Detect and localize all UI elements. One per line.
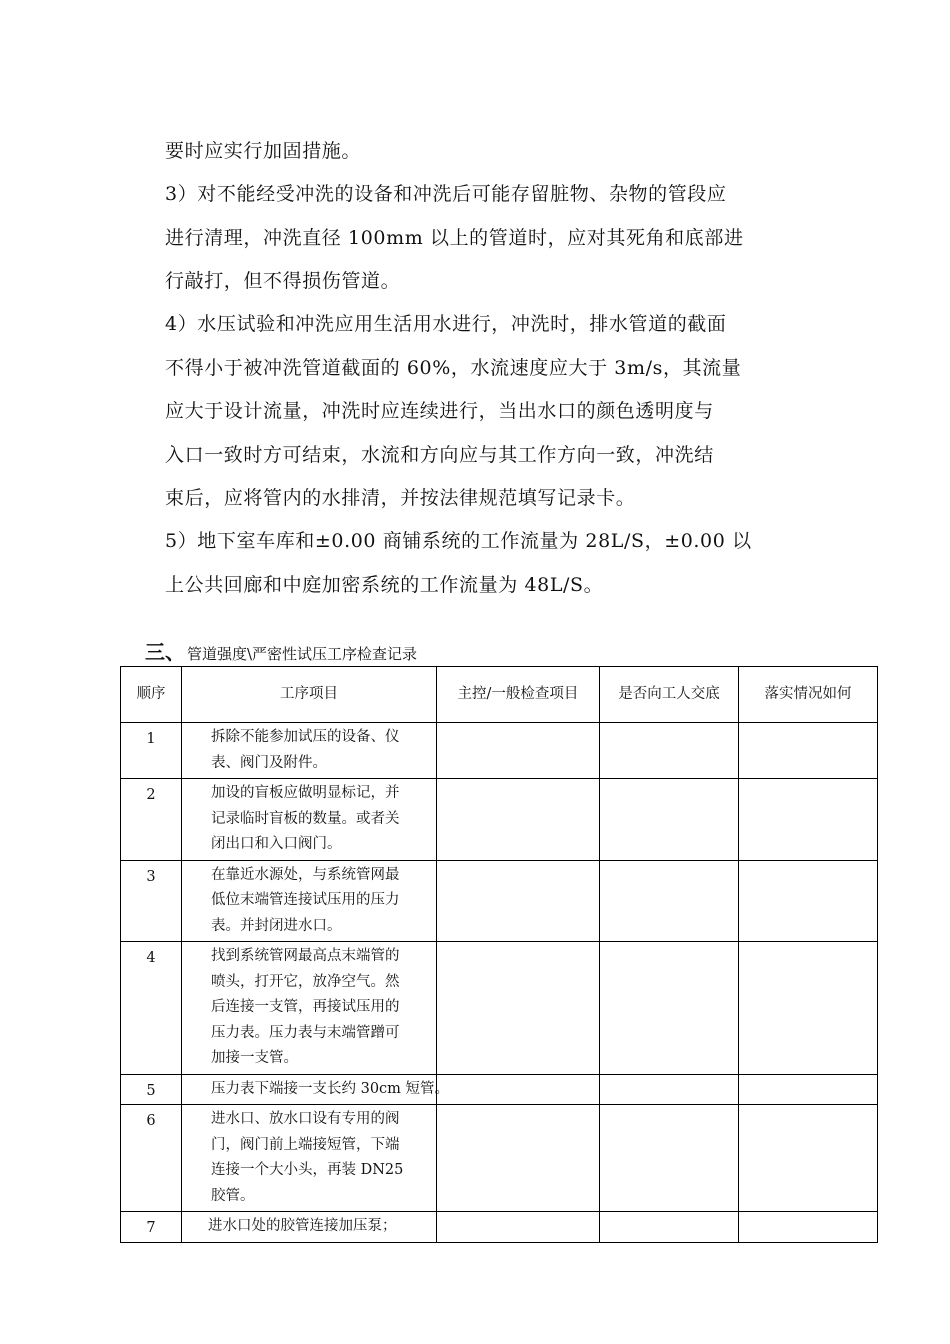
text-line: 要时应实行加固措施。	[165, 140, 362, 162]
cell-line: 后连接一支管，再接试压用的	[211, 999, 400, 1015]
paragraph-3	[165, 303, 805, 521]
implementation-cell[interactable]	[739, 1074, 878, 1105]
procedure-cell	[182, 1212, 437, 1243]
cell-line: 低位末端管连接试压用的压力	[211, 892, 400, 908]
row-number: 4	[121, 942, 182, 1075]
header-implementation: 落实情况如何	[739, 667, 878, 723]
section-heading	[145, 636, 417, 665]
table-row	[121, 1074, 878, 1105]
briefed-cell[interactable]	[600, 1105, 739, 1212]
cell-line: 进水口处的胶管连接加压泵；	[208, 1218, 397, 1234]
check-items-cell[interactable]	[437, 723, 600, 779]
briefed-cell[interactable]	[600, 1212, 739, 1243]
cell-line: 门，阀门前上端接短管，下端	[211, 1136, 400, 1153]
table-row	[121, 1105, 878, 1212]
briefed-cell[interactable]	[600, 779, 739, 861]
paragraph-4	[165, 520, 805, 607]
text-line: 行敲打，但不得损伤管道。	[165, 270, 401, 292]
cell-line: 加接一支管。	[211, 1050, 298, 1066]
header-procedure: 工序项目	[182, 667, 437, 723]
row-number: 1	[121, 723, 182, 779]
cell-line: 拆除不能参加试压的设备、仪	[211, 729, 400, 745]
procedure-cell	[182, 860, 437, 942]
cell-line: 表、阀门及附件。	[211, 754, 327, 771]
paragraph-2	[165, 173, 805, 304]
cell-line: 胶管。	[211, 1187, 255, 1204]
text-line: 3）对不能经受冲洗的设备和冲洗后可能存留脏物、杂物的管段应	[165, 183, 727, 205]
cell-line: 进水口、放水口设有专用的阀	[211, 1111, 400, 1127]
header-check-items: 主控/一般检查项目	[437, 667, 600, 723]
table-row	[121, 723, 878, 779]
procedure-cell	[182, 779, 437, 861]
implementation-cell[interactable]	[739, 1105, 878, 1212]
text-line: 不得小于被冲洗管道截面的 60%，水流速度应大于 3m/s，其流量	[165, 356, 742, 379]
text-line: 4）水压试验和冲洗应用生活用水进行，冲洗时，排水管道的截面	[165, 313, 727, 335]
header-order: 顺序	[121, 667, 182, 723]
header-briefed-workers: 是否向工人交底	[600, 667, 739, 723]
implementation-cell[interactable]	[739, 942, 878, 1075]
cell-line: 表。并封闭进水口。	[211, 917, 342, 934]
paragraph-1	[165, 130, 805, 174]
briefed-cell[interactable]	[600, 860, 739, 942]
procedure-cell	[182, 942, 437, 1075]
check-items-cell[interactable]	[437, 1105, 600, 1212]
procedure-cell	[182, 1074, 450, 1105]
text-line: 束后，应将管内的水排清，并按法律规范填写记录卡。	[165, 487, 636, 509]
cell-line: 记录临时盲板的数量。或者关	[211, 810, 400, 827]
cell-line: 压力表。压力表与末端管蹭可	[211, 1024, 400, 1041]
cell-line: 闭出口和入口阀门。	[211, 836, 342, 852]
cell-line: 加设的盲板应做明显标记，并	[211, 785, 400, 801]
table-header-row	[121, 667, 878, 723]
cell-line: 喷头，打开它，放净空气。然	[211, 973, 400, 990]
check-items-cell[interactable]	[437, 942, 600, 1075]
briefed-cell[interactable]	[600, 942, 739, 1075]
cell-line: 找到系统管网最高点末端管的	[211, 948, 400, 964]
row-number: 2	[121, 779, 182, 861]
table-row	[121, 860, 878, 942]
section-number: 三、	[145, 640, 185, 664]
text-line: 入口一致时方可结束，水流和方向应与其工作方向一致，冲洗结	[165, 443, 714, 466]
row-number: 6	[121, 1105, 182, 1212]
procedure-cell	[182, 723, 437, 779]
table-row	[121, 942, 878, 1075]
table-row	[121, 1212, 878, 1243]
text-line: 进行清理，冲洗直径 100mm 以上的管道时，应对其死角和底部进	[165, 226, 744, 249]
implementation-cell[interactable]	[739, 779, 878, 861]
procedure-cell	[182, 1105, 437, 1212]
check-items-cell[interactable]	[437, 1212, 600, 1243]
check-items-cell[interactable]	[437, 860, 600, 942]
row-number: 5	[121, 1074, 182, 1105]
table-row	[121, 779, 878, 861]
row-number: 7	[121, 1212, 182, 1243]
check-items-cell[interactable]	[437, 779, 600, 861]
briefed-cell[interactable]	[600, 723, 739, 779]
section-title: 管道强度\严密性试压工序检查记录	[187, 645, 418, 663]
text-line: 上公共回廊和中庭加密系统的工作流量为 48L/S。	[165, 573, 604, 596]
text-line: 5）地下室车库和±0.00 商铺系统的工作流量为 28L/S，±0.00 以	[165, 530, 752, 552]
check-items-cell[interactable]	[437, 1074, 600, 1105]
implementation-cell[interactable]	[739, 1212, 878, 1243]
cell-line: 在靠近水源处，与系统管网最	[211, 866, 400, 883]
cell-line: 压力表下端接一支长约 30cm 短管。	[211, 1080, 450, 1097]
briefed-cell[interactable]	[600, 1074, 739, 1105]
implementation-cell[interactable]	[739, 723, 878, 779]
inspection-record-table	[120, 666, 878, 1243]
text-line: 应大于设计流量，冲洗时应连续进行，当出水口的颜色透明度与	[165, 400, 714, 422]
cell-line: 连接一个大小头，再装 DN25	[211, 1162, 404, 1178]
row-number: 3	[121, 860, 182, 942]
implementation-cell[interactable]	[739, 860, 878, 942]
